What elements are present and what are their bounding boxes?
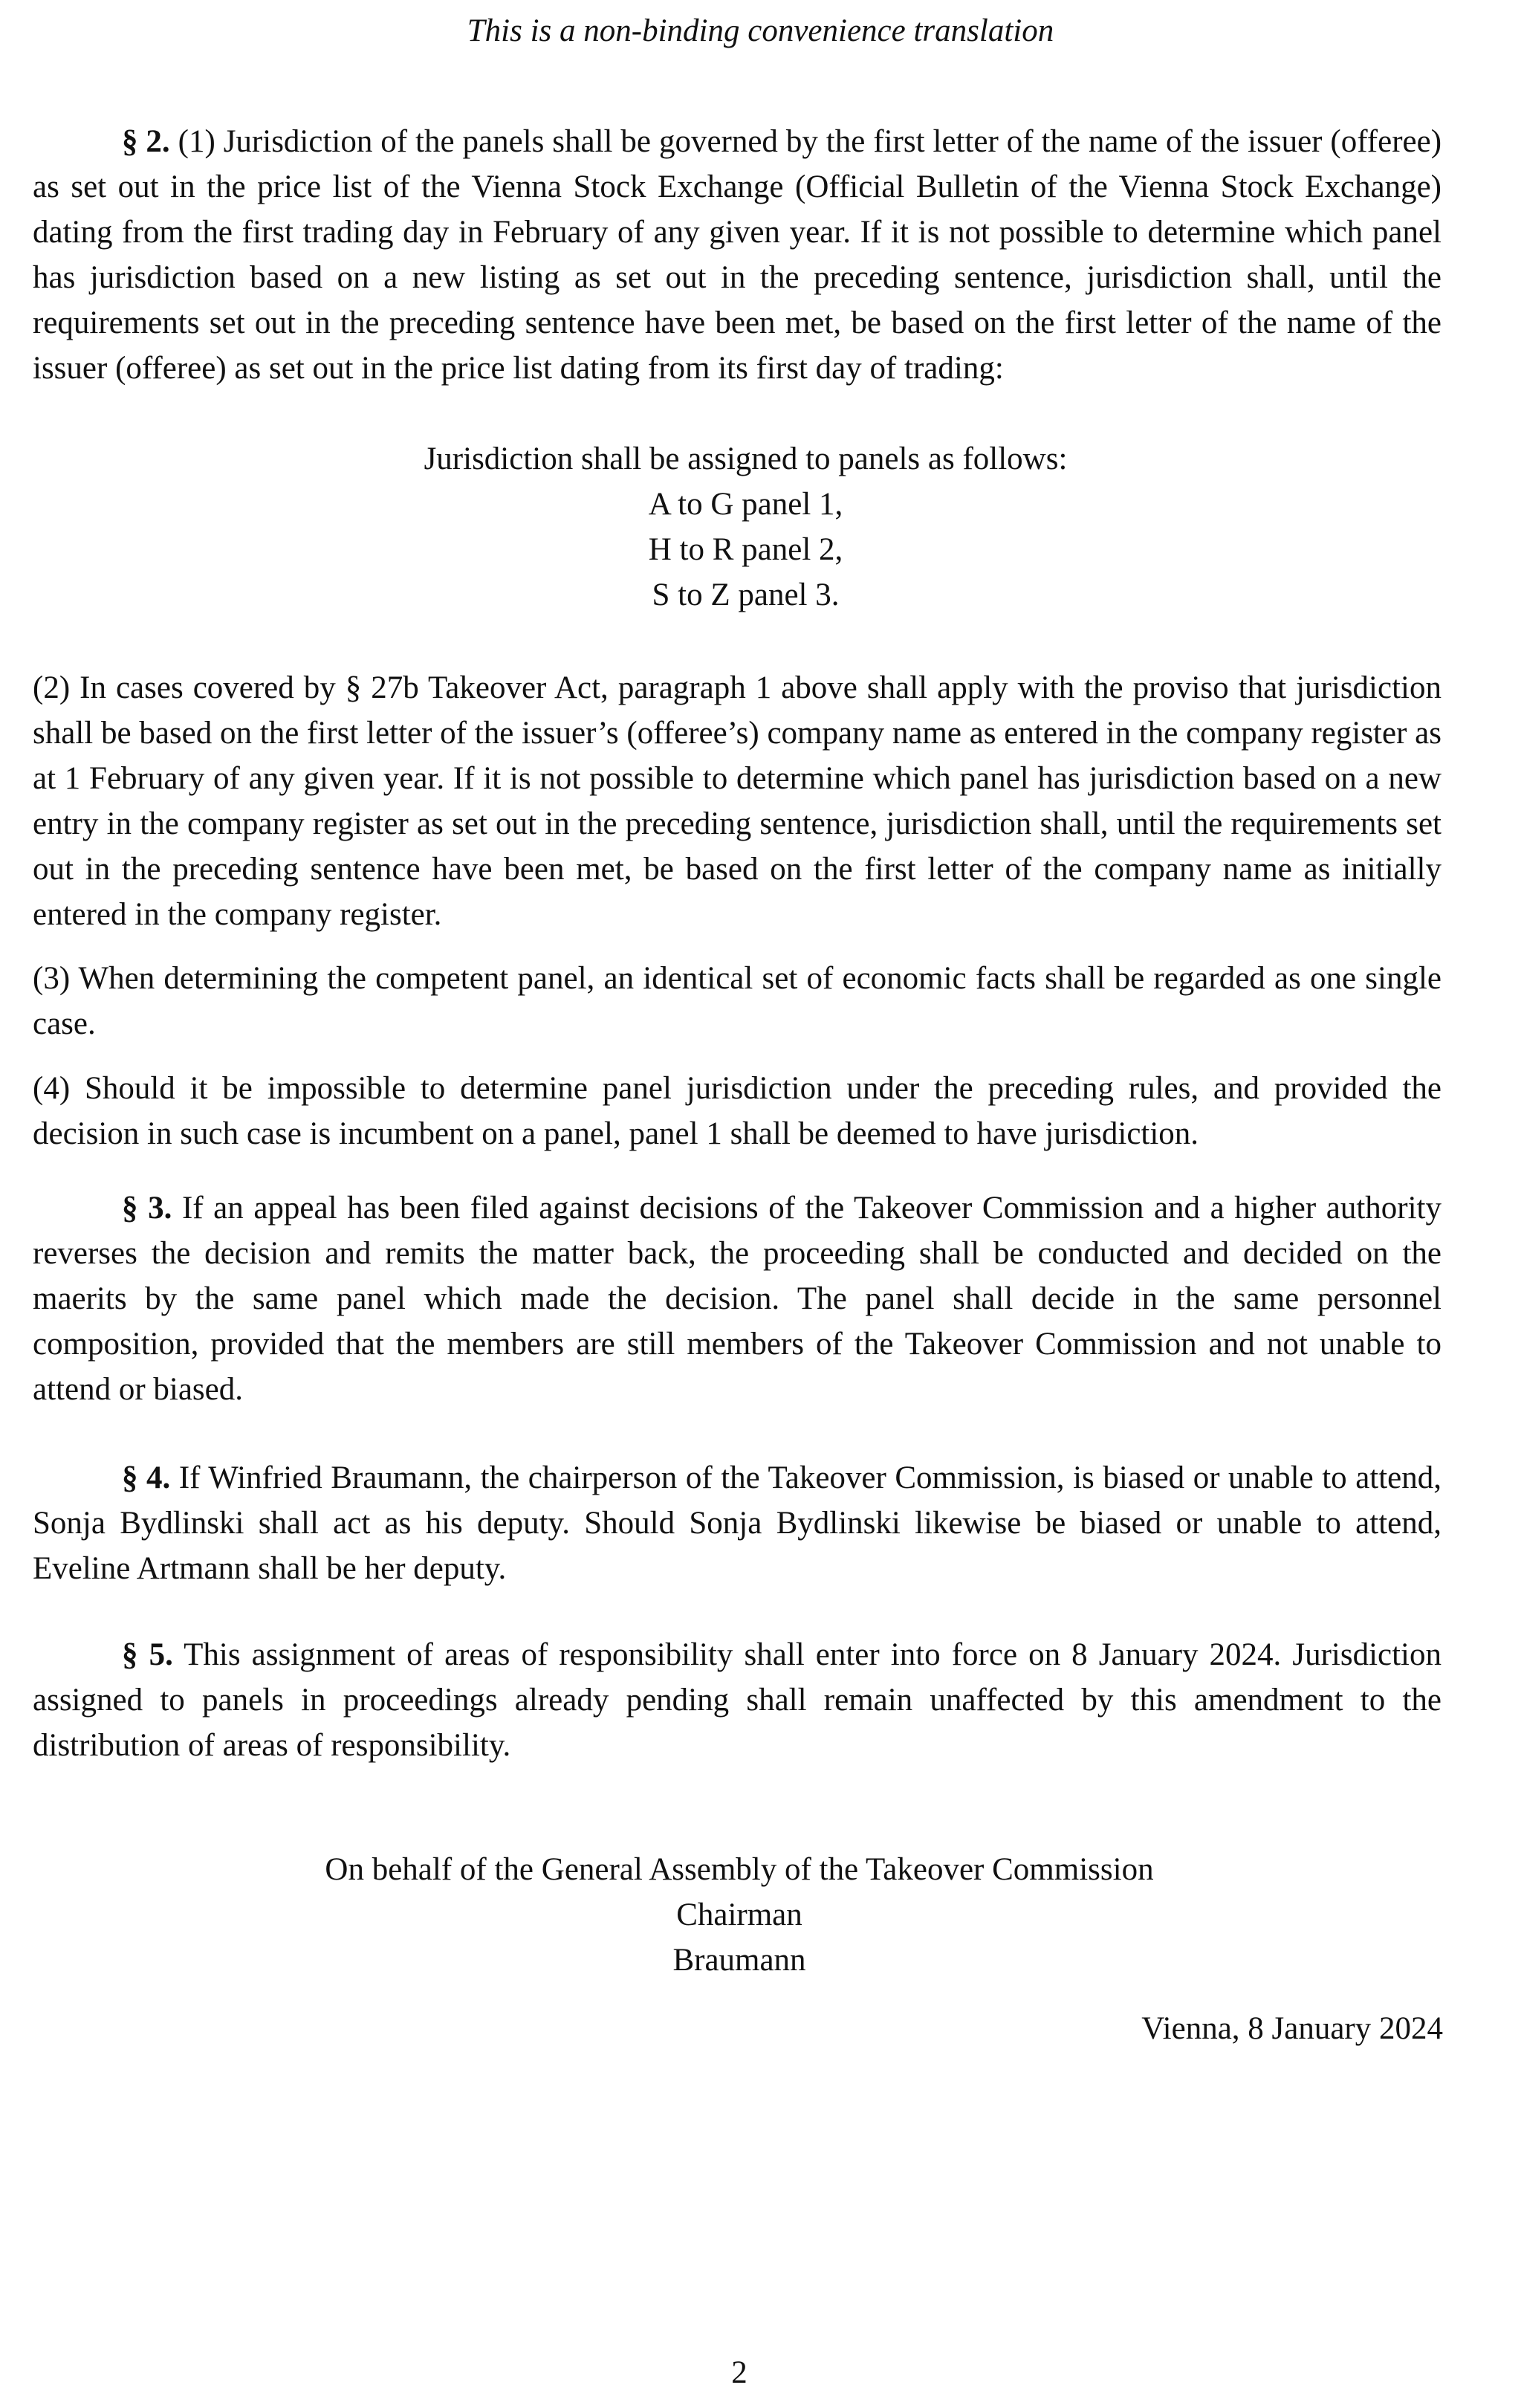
translation-note: This is a non-binding convenience translation	[467, 13, 1054, 48]
assignment-item: S to Z panel 3.	[652, 577, 840, 612]
section-3-mark: § 3.	[122, 1191, 172, 1226]
signoff-behalf-line: On behalf of the General Assembly of the Takeover Commission	[325, 1852, 1154, 1887]
place-and-date: Vienna, 8 January 2024	[1141, 2011, 1443, 2046]
section-4-mark: § 4.	[122, 1460, 171, 1495]
signoff-block	[0, 1847, 1479, 1983]
section-2-paragraph-4: (4) Should it be impossible to determine panel jurisdiction under the preceding rules, and provided the decision in such case is incumbent on a panel, panel 1 shall be deemed to have jurisdiction.	[33, 1071, 1441, 1151]
section-5-mark: § 5.	[122, 1637, 173, 1672]
section-5-text: This assignment of areas of responsibility shall enter into force on 8 January 2024. Jurisdiction assigned to panels in proceedings already pending shall remain unaffected by this amendment to the distribution of areas of responsibility.	[33, 1637, 1442, 1763]
section-5	[33, 1632, 1441, 1768]
section-2-mark: § 2.	[122, 124, 170, 159]
assignment-item: H to R panel 2,	[648, 532, 843, 567]
panel-assignment-list	[0, 436, 1521, 618]
section-4-text: If Winfried Braumann, the chairperson of the Takeover Commission, is biased or unable to attend, Sonja Bydlinski shall act as his deputy. Should Sonja Bydlinski likewise be biased or unable to attend, Eveline Artmann shall be her deputy.	[33, 1460, 1442, 1586]
section-4	[33, 1455, 1441, 1591]
section-2-paragraph-1	[33, 119, 1441, 391]
section-2-paragraph-1-text: (1) Jurisdiction of the panels shall be governed by the first letter of the name of the issuer (offeree) as set out in the price list of the Vienna Stock Exchange (Official Bulletin of the Vienna Stock Exchange) dating from the first trading day in February of any given year. If it is not possible to determine which panel has jurisdiction based on a new listing as set out in the preceding sentence, jurisdiction shall, until the requirements set out in the preceding sentence have been met, be based on the first letter of the name of the issuer (offeree) as set out in the price list dating from its first day of trading:	[33, 124, 1442, 386]
signoff-name: Braumann	[672, 1943, 806, 1978]
section-2-paragraph-3: (3) When determining the competent panel, an identical set of economic facts shall be regarded as one single case.	[33, 961, 1441, 1041]
section-3	[33, 1185, 1441, 1412]
signoff-title: Chairman	[676, 1897, 802, 1932]
section-2-paragraph-2: (2) In cases covered by § 27b Takeover Act, paragraph 1 above shall apply with the proviso that jurisdiction shall be based on the first letter of the issuer’s (offeree’s) company name as entered in the company register as at 1 February of any given year. If it is not possible to determine which panel has jurisdiction based on a new entry in the company register as set out in the preceding sentence, jurisdiction shall, until the requirements set out in the preceding sentence have been met, be based on the first letter of the company name as initially entered in the company register.	[33, 670, 1441, 932]
assignment-item: A to G panel 1,	[648, 487, 843, 522]
section-3-text: If an appeal has been filed against decisions of the Takeover Commission and a higher authority reverses the decision and remits the matter back, the proceeding shall be conducted and decided on the maerits by the same panel which made the decision. The panel shall decide in the same personnel composition, provided that the members are still members of the Takeover Commission and not unable to attend or biased.	[33, 1191, 1441, 1407]
assignment-intro: Jurisdiction shall be assigned to panels as follows:	[424, 441, 1068, 476]
page-number: 2	[731, 2355, 747, 2390]
